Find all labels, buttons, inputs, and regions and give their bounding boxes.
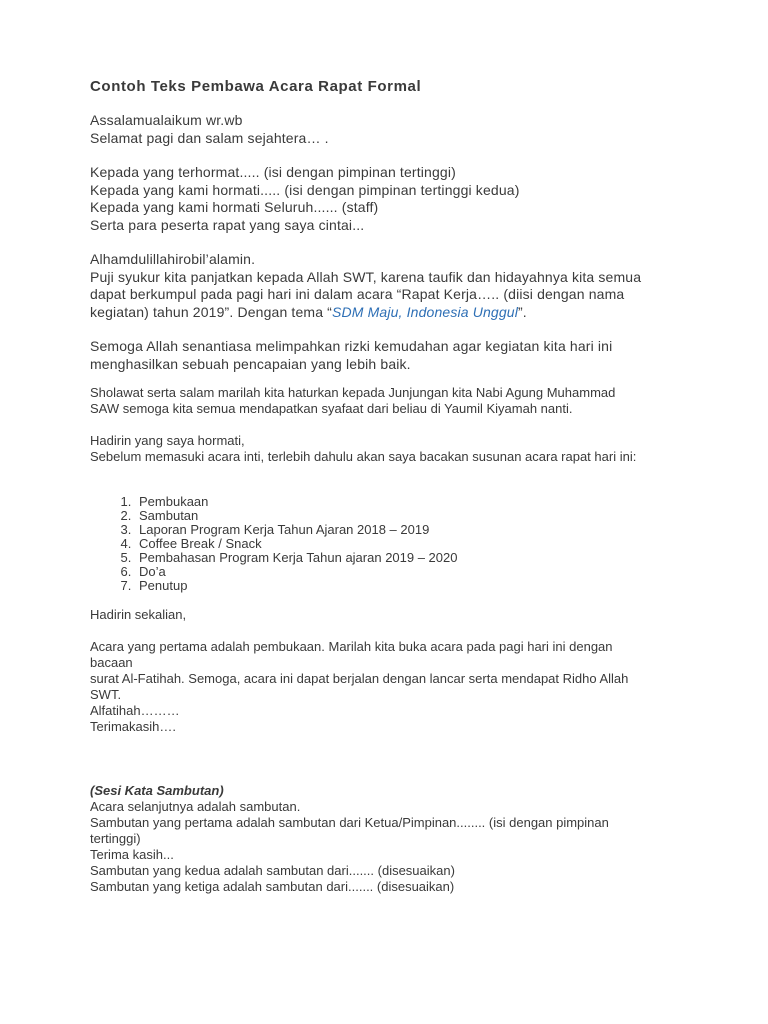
agenda-item: 2. Sambutan <box>135 509 690 523</box>
address-line: Kepada yang kami hormati Seluruh...... (staff) <box>90 199 379 215</box>
hadirin-line: Hadirin yang saya hormati, <box>90 433 245 448</box>
sambutan-line: Terima kasih... <box>90 847 174 862</box>
praise-line <box>90 304 690 322</box>
sambutan-line: tertinggi) <box>90 831 141 846</box>
sholawat-line: SAW semoga kita semua mendapatkan syafaat dari beliau di Yaumil Kiyamah nanti. <box>90 401 573 416</box>
hope-line: menghasilkan sebuah pencapaian yang lebih baik. <box>90 355 411 372</box>
opening-line: Terimakasih…. <box>90 719 176 734</box>
section-heading: (Sesi Kata Sambutan) <box>90 783 224 798</box>
addresses-block <box>90 164 690 234</box>
hadirin-line: Sebelum memasuki acara inti, terlebih dahulu akan saya bacakan susunan acara rapat hari ini: <box>90 449 637 464</box>
praise-text: kegiatan) tahun 2019”. Dengan tema “ <box>90 303 332 320</box>
agenda-item: 5. Pembahasan Program Kerja Tahun ajaran 2019 – 2020 <box>135 551 690 565</box>
greeting-line: Assalamualaikum wr.wb <box>90 112 243 128</box>
sholawat-block <box>90 385 690 417</box>
sambutan-line: Acara selanjutnya adalah sambutan. <box>90 799 301 814</box>
document-page <box>90 70 690 895</box>
praise-line: Alhamdulillahirobil’alamin. <box>90 251 256 267</box>
opening-line: surat Al-Fatihah. Semoga, acara ini dapat berjalan dengan lancar serta mendapat Ridho Allah <box>90 671 629 686</box>
greeting-block <box>90 112 690 147</box>
sambutan-line: Sambutan yang pertama adalah sambutan dari Ketua/Pimpinan........ (isi dengan pimpinan <box>90 815 609 830</box>
address-line: Serta para peserta rapat yang saya cintai... <box>90 216 365 233</box>
hope-block <box>90 338 690 373</box>
sambutan-line: Sambutan yang ketiga adalah sambutan dari....... (disesuaikan) <box>90 879 455 894</box>
address-line: Kepada yang terhormat..... (isi dengan pimpinan tertinggi) <box>90 164 456 180</box>
praise-line: dapat berkumpul pada pagi hari ini dalam acara “Rapat Kerja….. (diisi dengan nama <box>90 286 625 302</box>
opening-line: Acara yang pertama adalah pembukaan. Marilah kita buka acara pada pagi hari ini dengan <box>90 639 613 654</box>
document-title: Contoh Teks Pembawa Acara Rapat Formal <box>90 78 422 95</box>
agenda-list <box>90 495 690 593</box>
agenda-item: 7. Penutup <box>135 579 690 593</box>
address-line: Kepada yang kami hormati..... (isi dengan pimpinan tertinggi kedua) <box>90 181 520 198</box>
praise-text: ”. <box>518 303 527 320</box>
agenda-item: 6. Do’a <box>135 565 690 579</box>
theme-link[interactable]: SDM Maju, Indonesia Unggul <box>332 303 518 320</box>
sambutan-block <box>90 799 690 895</box>
opening-line: bacaan <box>90 655 133 670</box>
hope-line: Semoga Allah senantiasa melimpahkan rizki kemudahan agar kegiatan kita hari ini <box>90 338 613 354</box>
hadirin-sekalian: Hadirin sekalian, <box>90 607 187 622</box>
hadirin-block <box>90 433 690 465</box>
praise-line: Puji syukur kita panjatkan kepada Allah SWT, karena taufik dan hidayahnya kita semua <box>90 268 642 285</box>
greeting-line: Selamat pagi dan salam sejahtera… . <box>90 129 329 146</box>
opening-line: Alfatihah……… <box>90 703 180 718</box>
agenda-item: 4. Coffee Break / Snack <box>135 537 690 551</box>
opening-block <box>90 639 690 735</box>
agenda-item: 1. Pembukaan <box>135 495 690 509</box>
opening-line: SWT. <box>90 687 122 702</box>
sholawat-line: Sholawat serta salam marilah kita haturkan kepada Junjungan kita Nabi Agung Muhammad <box>90 385 616 400</box>
sambutan-line: Sambutan yang kedua adalah sambutan dari....... (disesuaikan) <box>90 863 455 878</box>
agenda-item: 3. Laporan Program Kerja Tahun Ajaran 2018 – 2019 <box>135 523 690 537</box>
praise-block <box>90 251 690 321</box>
